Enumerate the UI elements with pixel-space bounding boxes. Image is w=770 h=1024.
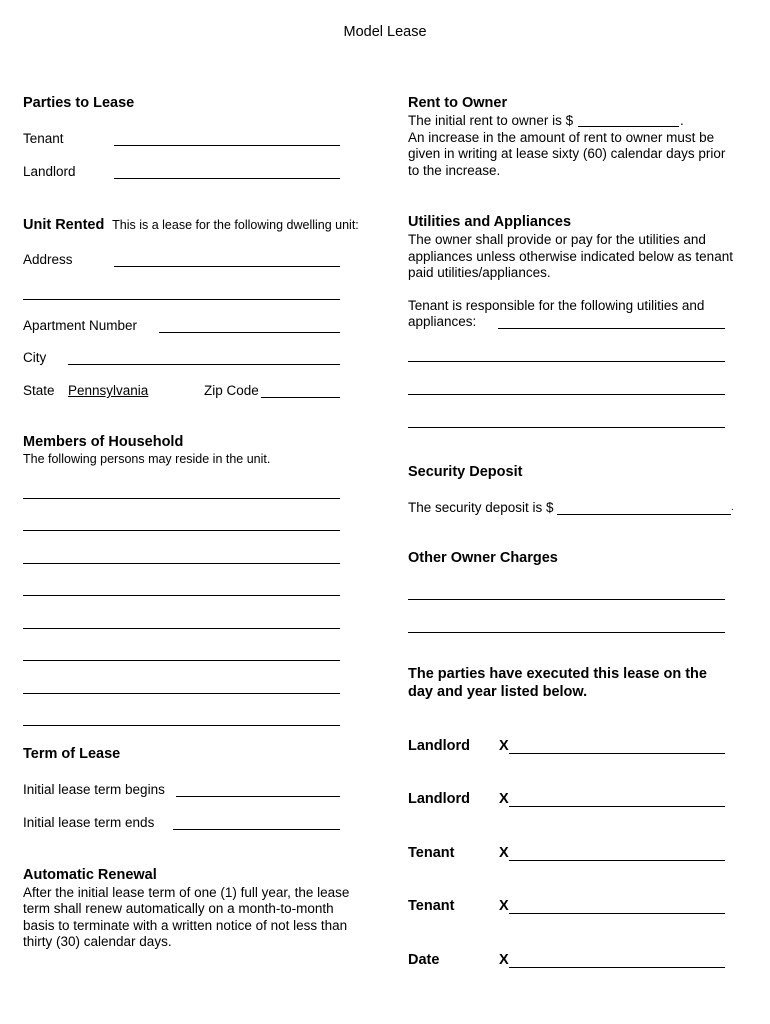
term-begins-field[interactable] [176,782,340,797]
zip-label: Zip Code [204,383,259,398]
utilities-text-line: The owner shall provide or pay for the utilities and [408,232,706,247]
rent-amount-field[interactable] [578,112,679,127]
deposit-heading: Security Deposit [408,464,523,480]
rent-increase-line: given in writing at lease sixty (60) calendar days prior [408,146,726,161]
parties-heading: Parties to Lease [23,95,135,111]
tenant-field[interactable] [114,131,340,146]
rent-heading: Rent to Owner [408,95,508,111]
state-value: Pennsylvania [68,383,149,398]
deposit-end: . [731,502,734,513]
utilities-heading: Utilities and Appliances [408,214,572,230]
signature-x-mark: X [499,791,509,807]
household-member-field[interactable] [23,614,340,629]
unit-rented-line [23,216,359,234]
unit-intro: This is a lease for the following dwelling unit: [112,218,359,232]
tenant-signature-field[interactable] [509,899,725,914]
renewal-text-line: After the initial lease term of one (1) full year, the lease [23,885,350,900]
page-title: Model Lease [343,24,427,40]
apartment-label: Apartment Number [23,318,138,333]
other-charges-field[interactable] [408,585,725,600]
term-begins-label: Initial lease term begins [23,782,165,797]
term-heading: Term of Lease [23,746,121,762]
household-member-field[interactable] [23,581,340,596]
deposit-text: The security deposit is $ [408,500,554,515]
zip-field[interactable] [261,383,340,398]
apartment-field[interactable] [159,318,340,333]
tenant-label: Tenant [23,131,64,146]
term-ends-field[interactable] [173,815,340,830]
landlord-field[interactable] [114,164,340,179]
rent-initial-text: The initial rent to owner is $ [408,113,574,128]
household-heading: Members of Household [23,434,184,450]
term-ends-label: Initial lease term ends [23,815,155,830]
rent-increase-line: An increase in the amount of rent to owner must be [408,130,715,145]
tenant-utilities-field[interactable] [408,380,725,395]
landlord-signature-field[interactable] [509,739,725,754]
signature-x-mark: X [499,952,509,968]
other-charges-heading: Other Owner Charges [408,550,558,566]
city-label: City [23,350,47,365]
renewal-text-line: thirty (30) calendar days. [23,934,172,949]
signature-label: Tenant [408,898,455,914]
signature-label: Landlord [408,791,471,807]
utilities-text-line: paid utilities/appliances. [408,265,551,280]
tenant-utilities-text: Tenant is responsible for the following utilities and [408,298,705,313]
deposit-amount-field[interactable] [557,500,731,515]
unit-heading: Unit Rented [23,217,105,233]
rent-increase-line: to the increase. [408,163,501,178]
tenant-utilities-field[interactable] [408,347,725,362]
renewal-text-line: basis to terminate with a written notice of not less than [23,918,348,933]
household-member-field[interactable] [23,711,340,726]
household-intro: The following persons may reside in the unit. [23,452,271,466]
renewal-text-line: term shall renew automatically on a month-to-month [23,901,334,916]
address-label: Address [23,252,73,267]
tenant-utilities-field[interactable] [408,413,725,428]
household-member-field[interactable] [23,646,340,661]
utilities-text-line: appliances unless otherwise indicated below as tenant [408,249,733,264]
address-field-line2[interactable] [23,285,340,300]
signature-x-mark: X [499,738,509,754]
tenant-signature-field[interactable] [509,846,725,861]
signature-x-mark: X [499,845,509,861]
execution-heading: day and year listed below. [408,684,588,700]
household-member-field[interactable] [23,549,340,564]
date-field[interactable] [509,953,725,968]
other-charges-field[interactable] [408,618,725,633]
household-member-field[interactable] [23,679,340,694]
signature-label: Date [408,952,440,968]
address-field[interactable] [114,252,340,267]
household-member-field[interactable] [23,484,340,499]
rent-initial-end: . [680,113,684,128]
signature-label: Landlord [408,738,471,754]
signature-x-mark: X [499,898,509,914]
renewal-heading: Automatic Renewal [23,867,157,883]
tenant-utilities-text: appliances: [408,314,477,329]
state-label: State [23,383,55,398]
landlord-label: Landlord [23,164,76,179]
landlord-signature-field[interactable] [509,792,725,807]
tenant-utilities-field[interactable] [498,314,725,329]
signature-label: Tenant [408,845,455,861]
household-member-field[interactable] [23,516,340,531]
city-field[interactable] [68,350,340,365]
execution-heading: The parties have executed this lease on the [408,666,707,682]
